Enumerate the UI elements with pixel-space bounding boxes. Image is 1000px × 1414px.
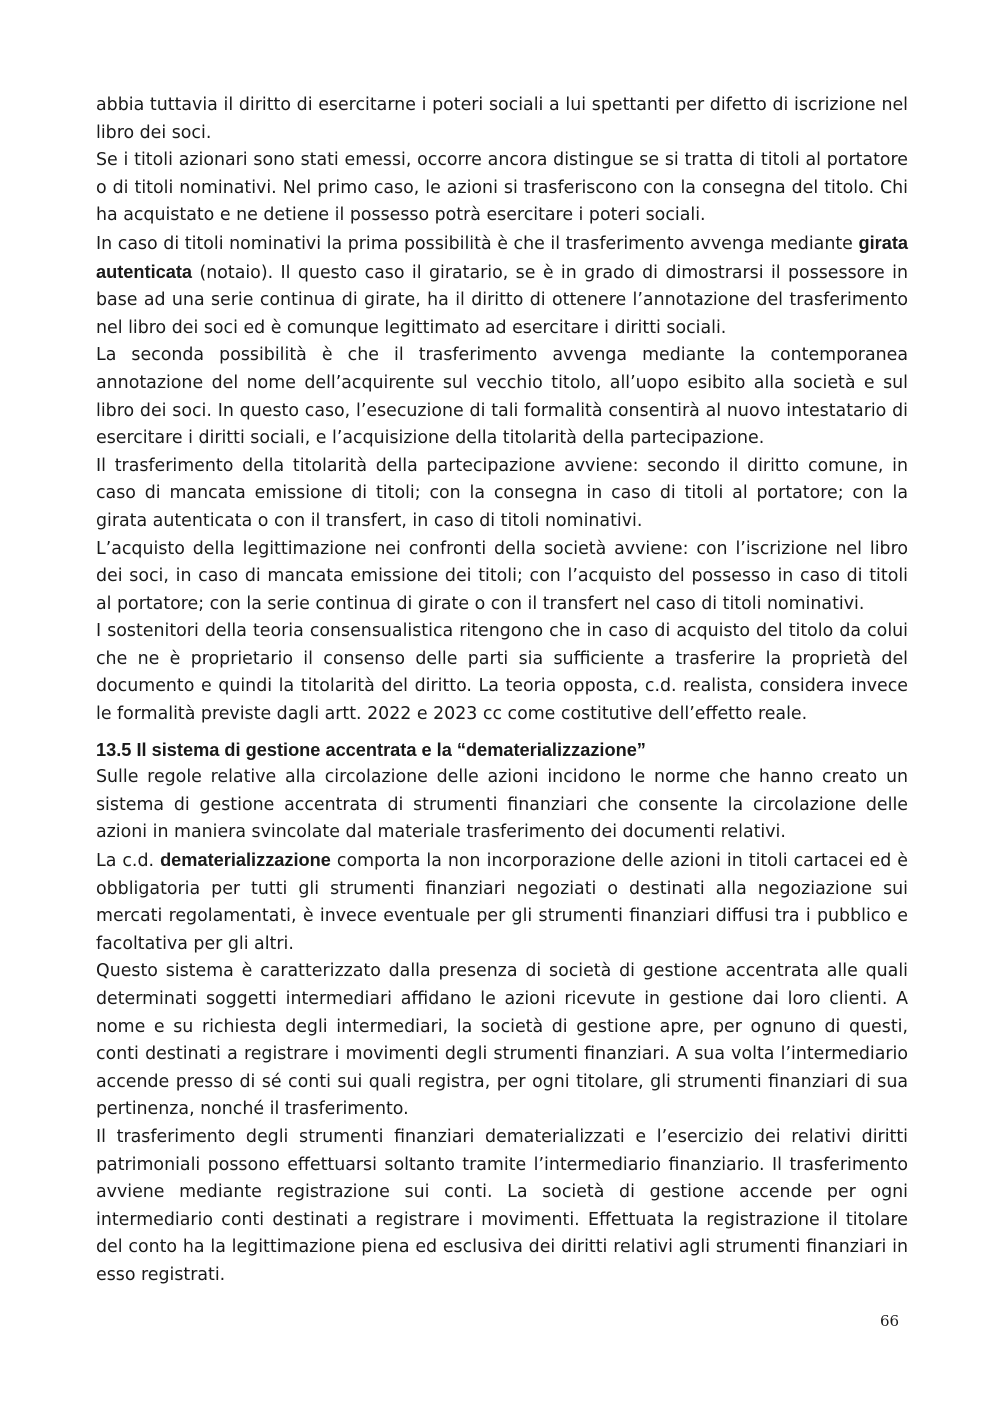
section-heading: 13.5 Il sistema di gestione accentrata e la “dematerializzazione” <box>96 739 646 760</box>
paragraph: Il trasferimento degli strumenti finanziari dematerializzati e l’esercizio dei relativi diritti patrimoniali possono effettuarsi soltanto tramite l’intermediario finanziario. Il trasferimento avviene mediante registrazione sui conti. La società di gestione accende per ogni intermediario conti destinati a registrare i movimenti. Effettuata la registrazione il titolare del conto ha la legittimazione piena ed esclusiva dei diritti relativi agli strumenti finanziari in esso registrati. <box>96 1126 908 1285</box>
paragraph: La seconda possibilità è che il trasferimento avvenga mediante la contemporanea annotazione del nome dell’acquirente sul vecchio titolo, all’uopo esibito alla società e sul libro dei soci. In questo caso, l’esecuzione di tali formalità consentirà al nuovo intestatario di esercitare i diritti sociali, e l’acquisizione della titolarità della partecipazione. <box>96 345 908 449</box>
paragraph: L’acquisto della legittimazione nei confronti della società avviene: con l’iscrizione nel libro dei soci, in caso di mancata emissione dei titoli; con l’acquisto del possesso in caso di titoli al portatore; con la serie continua di girate o con il transfert nel caso di titoli nominativi. <box>96 538 908 614</box>
paragraph: Questo sistema è caratterizzato dalla presenza di società di gestione accentrata alle quali determinati soggetti intermediari affidano le azioni ricevute in gestione dai loro clienti. A nome e su richiesta degli intermediari, la società di gestione apre, per ognuno di questi, conti destinati a registrare i movimenti degli strumenti finanziari. A sua volta l’intermediario accende presso di sé conti sui quali registra, per ogni titolare, gli strumenti finanziari di sua pertinenza, nonché il trasferimento. <box>96 961 908 1120</box>
paragraph: Il trasferimento della titolarità della partecipazione avviene: secondo il diritto comune, in caso di mancata emissione di titoli; con la consegna in caso di titoli al portatore; con la girata autenticata o con il transfert, in caso di titoli nominativi. <box>96 455 908 531</box>
bold-term: dematerializzazione <box>160 850 331 871</box>
paragraph: I sostenitori della teoria consensualistica ritengono che in caso di acquisto del titolo da colui che ne è proprietario il consenso delle parti sia sufficiente a trasferire la proprietà del documento e quindi la titolarità del diritto. La teoria opposta, c.d. realista, considera invece le formalità previste dagli artt. 2022 e 2023 cc come costitutive dell’effetto reale. <box>96 621 908 725</box>
paragraph: abbia tuttavia il diritto di esercitarne i poteri sociali a lui spettanti per difetto di iscrizione nel libro dei soci. <box>96 95 908 143</box>
bold-term: girata autenticata <box>96 232 908 282</box>
paragraph: La c.d. dematerializzazione comporta la non incorporazione delle azioni in titoli cartacei ed è obbligatoria per tutti gli strumenti finanziari negoziati o destinati alla negoziazione sui mercati regolamentati, è invece eventuale per gli strumenti finanziari diffusi tra i pubblico e facoltativa per gli altri. <box>96 850 909 954</box>
paragraph: Se i titoli azionari sono stati emessi, occorre ancora distingue se si tratta di titoli al portatore o di titoli nominativi. Nel primo caso, le azioni si trasferiscono con la consegna del titolo. Chi ha acquistato e ne detiene il possesso potrà esercitare i poteri sociali. <box>96 150 908 226</box>
page-number: 66 <box>880 1312 900 1330</box>
paragraph: Sulle regole relative alla circolazione delle azioni incidono le norme che hanno creato un sistema di gestione accentrata di strumenti finanziari che consente la circolazione delle azioni in maniera svincolate dal materiale trasferimento dei documenti relativi. <box>96 767 908 843</box>
document-body <box>96 92 908 1290</box>
paragraph: In caso di titoli nominativi la prima possibilità è che il trasferimento avvenga mediante girata autenticata (notaio). Il questo caso il giratario, se è in grado di dimostrarsi il possessore in base ad una serie continua di girate, ha il diritto di ottenere l’annotazione del trasferimento nel libro dei soci ed è comunque legittimato ad esercitare i diritti sociali. <box>96 232 908 338</box>
